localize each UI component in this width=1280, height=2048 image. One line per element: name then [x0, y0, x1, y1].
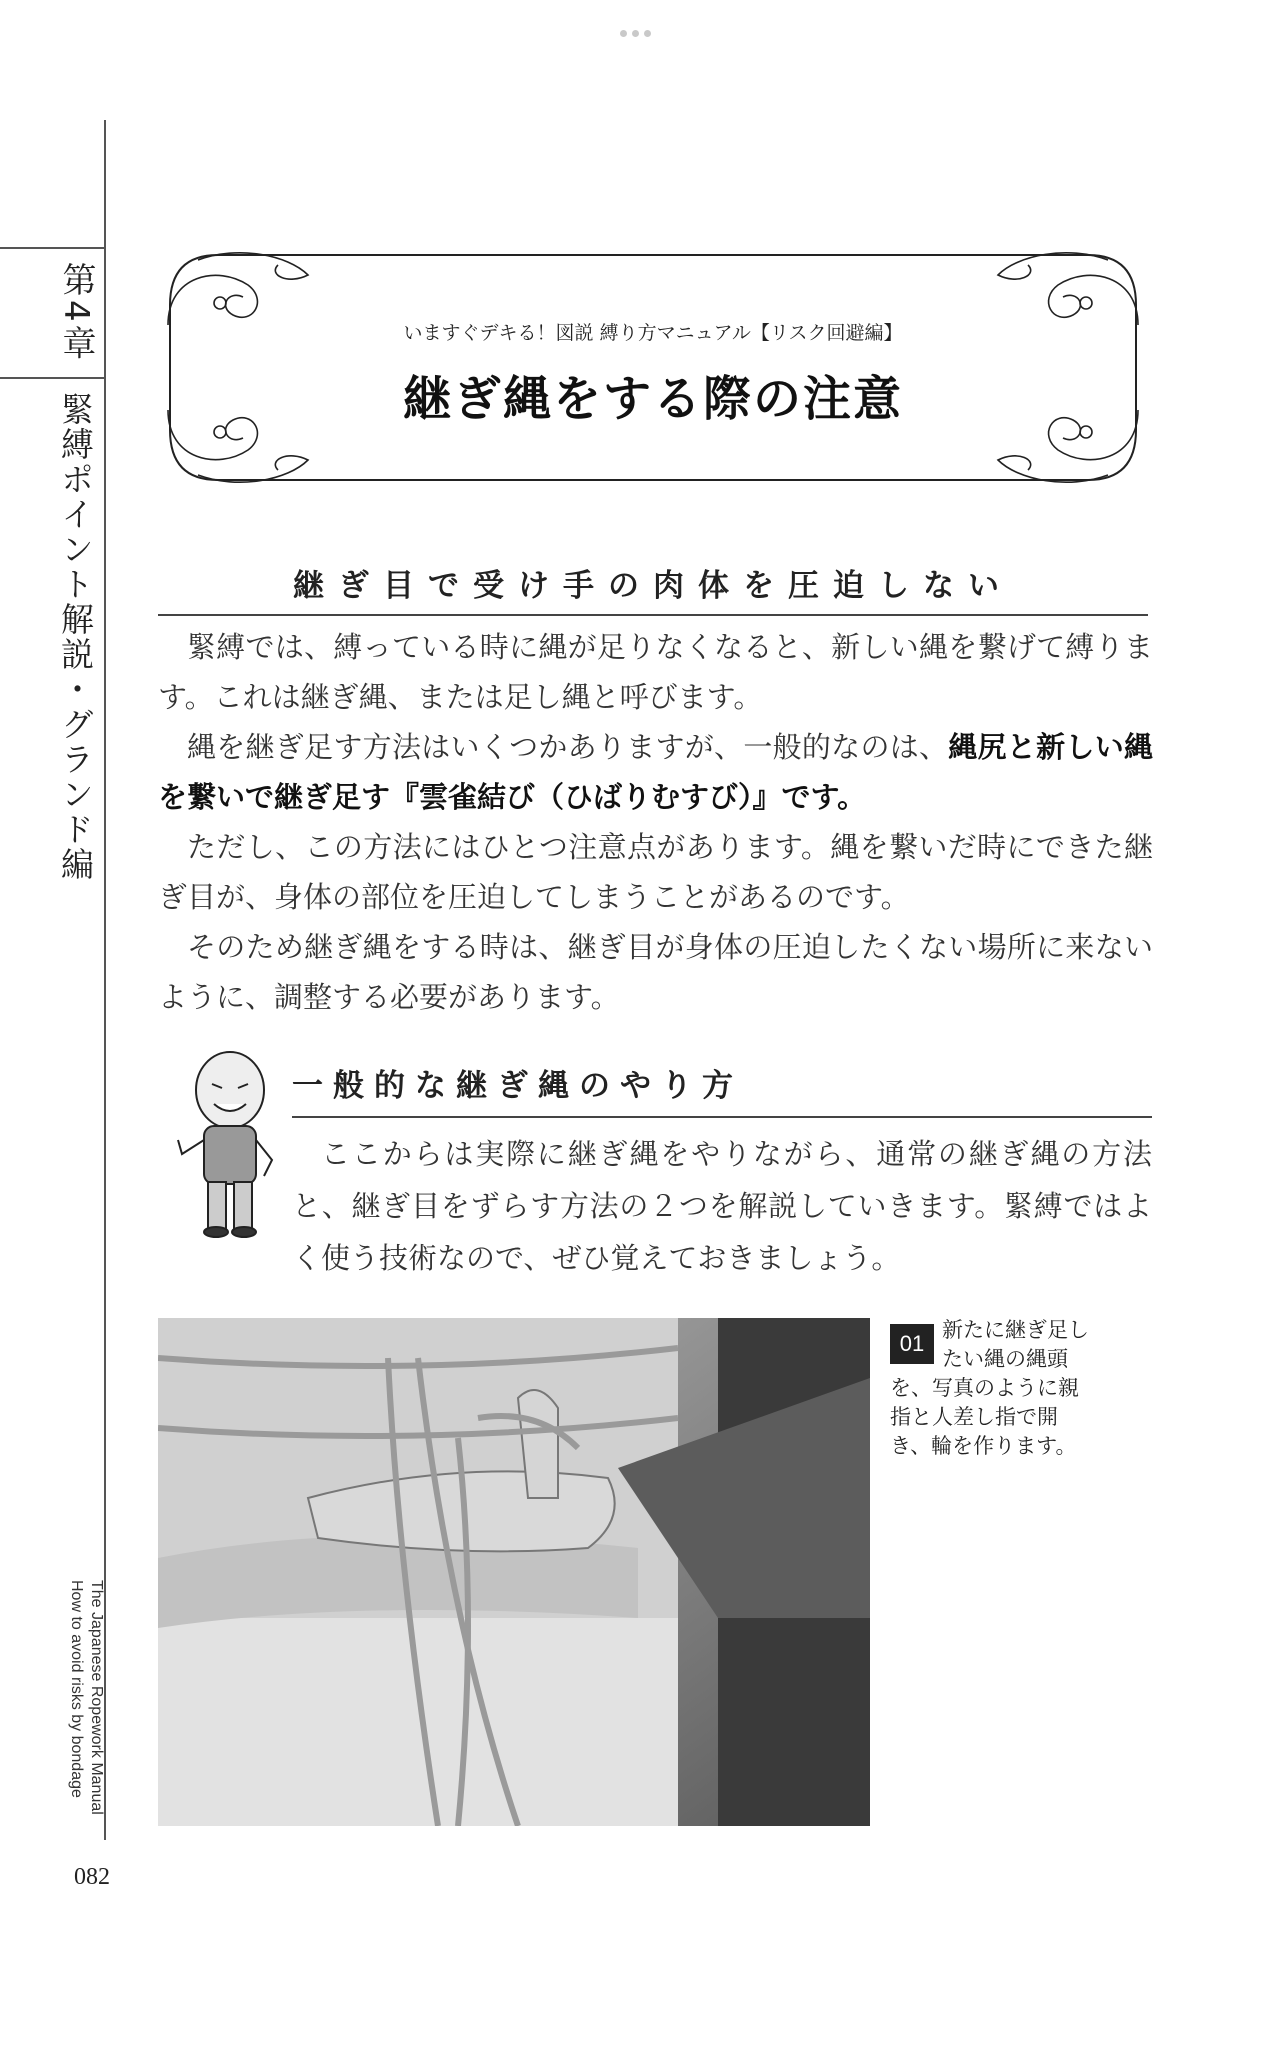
- series-subtitle: いますぐデキる！図説 縛り方マニュアル【リスク回避編】: [403, 322, 903, 344]
- photo-rope-tying-icon: [158, 1318, 870, 1826]
- chapter-tab-mid-rule: [0, 377, 104, 379]
- page-indicator-dots: [620, 22, 660, 32]
- subsection-heading-rule: [292, 1116, 1152, 1118]
- chapter-label: 第4章: [56, 262, 96, 364]
- section-label-vertical: 緊縛ポイント解説・グランド編: [56, 392, 95, 882]
- section-body: [158, 622, 1153, 1022]
- paragraph: [158, 722, 1153, 822]
- paragraph: 緊縛では、縛っている時に縄が足りなくなると、新しい縄を繋げて縛ります。これは継ぎ縄、または足し縄と呼びます。: [158, 630, 1153, 714]
- instruction-photo: [158, 1318, 870, 1826]
- english-title-line1: The Japanese Ropework Manual: [88, 1580, 105, 1815]
- book-english-title: [66, 1580, 106, 1815]
- paragraph-text: 縄を継ぎ足す方法はいくつかありますが、一般的なのは、: [187, 730, 949, 764]
- paragraph: ここからは実際に継ぎ縄をやりながら、通常の継ぎ縄の方法と、継ぎ目をずらす方法の２つを解説していきます。緊縛ではよく使う技術なので、ぜひ覚えておきましょう。: [292, 1137, 1152, 1275]
- paragraph: そのため継ぎ縄をする時は、継ぎ目が身体の圧迫したくない場所に来ないように、調整する必要があります。: [158, 930, 1153, 1014]
- page-number: 082: [74, 1864, 110, 1890]
- mascot-illustration-icon: [168, 1048, 286, 1238]
- subsection-body: [292, 1128, 1152, 1284]
- paragraph-emphasis: 縄尻と新しい縄を繋いで継ぎ足す『雲雀結び（ひばりむすび）』です。: [158, 730, 1153, 814]
- section-heading: 継ぎ目で受け手の肉体を圧迫しない: [293, 568, 1013, 604]
- chapter-tab-top-rule: [0, 247, 104, 249]
- subsection-heading: 一般的な継ぎ縄のやり方: [292, 1068, 743, 1104]
- section-heading-rule: [158, 614, 1148, 616]
- step-number-badge: 01: [890, 1324, 934, 1364]
- english-title-line2: How to avoid risks by bondage: [68, 1580, 85, 1798]
- page-title: 継ぎ縄をする際の注意: [402, 371, 903, 427]
- photo-caption: 新たに継ぎ足したい縄の縄頭を、写真のように親指と人差し指で開き、輪を作ります。: [890, 1318, 1089, 1458]
- paragraph: ただし、この方法にはひとつ注意点があります。縄を繋いだ時にできた継ぎ目が、身体の部位を圧迫してしまうことがあるのです。: [158, 830, 1153, 914]
